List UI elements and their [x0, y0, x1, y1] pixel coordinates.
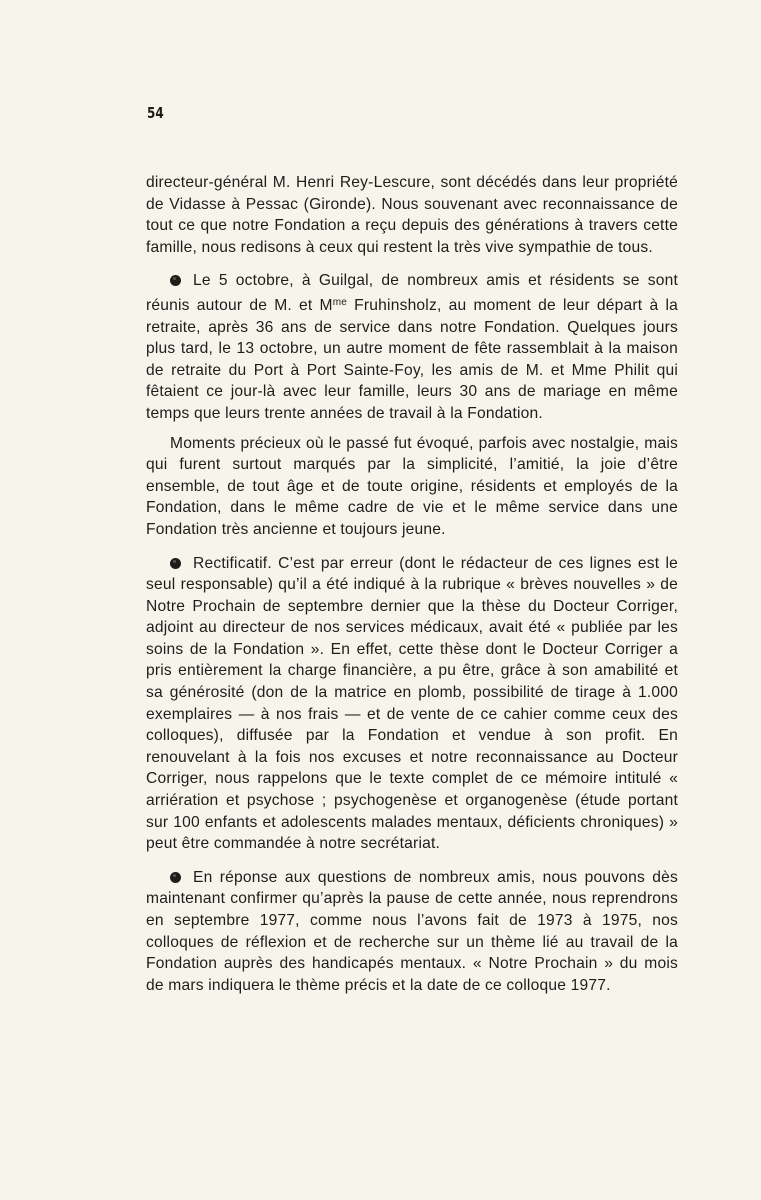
page-number: 54 — [147, 104, 164, 122]
abbreviation-superscript: me — [332, 296, 348, 308]
paragraph-rectificatif-text: Rectificatif. C’est par erreur (dont le rédacteur de ces lignes est le seul responsable) qu’il a été indiqué à la rubrique « brèves nouvelles » de Notre Prochain de septembre dernier que la thèse du Docteur Corriger, adjoint au directeur de nos services médicaux, avait été « publiée par les soins de la Fondation ». En effet, cette thèse dont le Docteur Corriger a pris entièrement la charge financière, a pu être, grâce à son amabilité et sa générosité (don de la matrice en plomb, possibilité de tirage à 1.000 exemplaires — à nos frais — et de vente de ce cahier comme ceux des colloques), diffusée par la Fondation et vendue à son profit. En renouvelant à la fois nos excuses et notre reconnaissance au Docteur Corriger, nous rappelons que le texte complet de ce mémoire intitulé « arriération et psychose ; psychogenèse et organogenèse (étude portant sur 100 enfants et adolescents malades mentaux, déficients chroniques) » peut être commandée à notre secrétariat. — [146, 554, 678, 853]
paragraph-retirement — [146, 270, 678, 424]
paragraph-retirement-text-after: Fruhinsholz, au moment de leur départ à la retraite, après 36 ans de service dans notre Fondation. Quelques jours plus tard, le 13 octobre, un autre moment de fête rassemblait à la maison de retraite du Port à Port Sainte-Foy, les amis de M. et Mme Philit qui fêtaient ce jour-là avec leur famille, leurs 30 ans de mariage en même temps que leurs trente années de travail à la Fondation. — [146, 296, 678, 422]
paragraph-rectificatif — [146, 553, 678, 855]
article-body — [146, 172, 678, 996]
paragraph-colloques — [146, 867, 678, 997]
bullet-icon — [170, 275, 181, 286]
bullet-icon — [170, 872, 181, 883]
paragraph-colloques-text: En réponse aux questions de nombreux amis, nous pouvons dès maintenant confirmer qu’après la pause de cette année, nous reprendrons en septembre 1977, comme nous l’avons fait de 1973 à 1975, nos colloques de réflexion et de recherche sur un thème lié au travail de la Fondation auprès des handicapés mentaux. « Notre Prochain » du mois de mars indiquera le thème précis et la date de ce colloque 1977. — [146, 868, 678, 994]
bullet-icon — [170, 558, 181, 569]
paragraph-moments: Moments précieux où le passé fut évoqué, parfois avec nostalgie, mais qui furent surtout marqués par la simplicité, l’amitié, la joie d’être ensemble, de tout âge et de toute origine, résidents et employés de la Fondation, dans le même cadre de vie et le même service dans une Fondation très ancienne et toujours jeune. — [146, 434, 678, 538]
paragraph-continuation: directeur-général M. Henri Rey-Lescure, sont décédés dans leur propriété de Vidasse à Pessac (Gironde). Nous souvenant avec reconnaissance de tout ce que notre Fondation a reçu depuis des générations à travers cette famille, nous redisons à ceux qui restent la très vive sympathie de tous. — [146, 174, 678, 256]
paragraph-retirement-text-before: Le 5 octobre, à Guilgal, de nombreux amis et résidents se sont réunis autour de M. et M — [146, 272, 678, 314]
